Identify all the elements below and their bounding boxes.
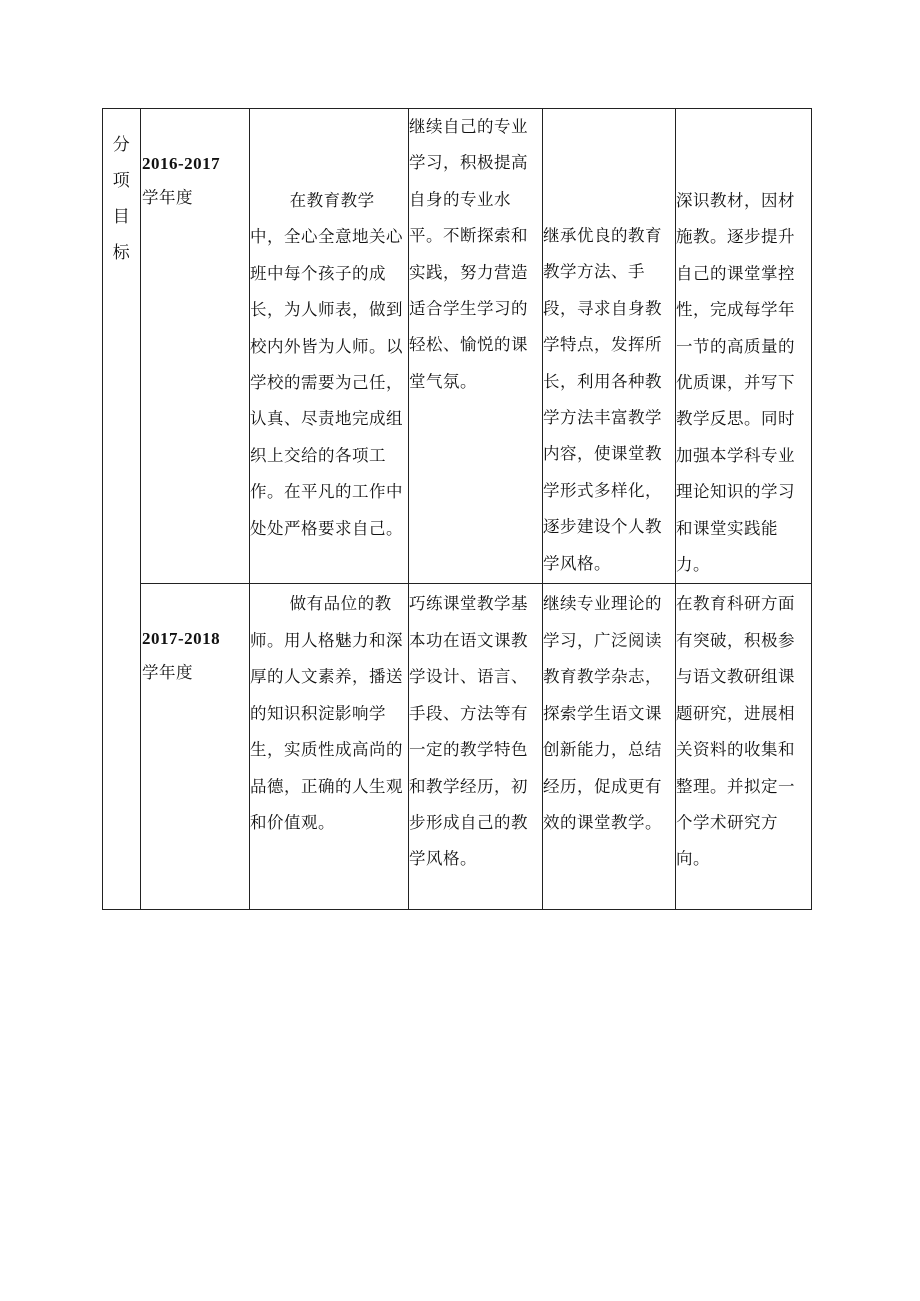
year-unit: 学年度 bbox=[142, 188, 193, 207]
study-goal-text: 继续自己的专业学习，积极提高自身的专业水平。不断探索和实践，努力营造适合学生学习的轻松、愉悦的课堂气氛。 bbox=[409, 117, 528, 391]
study-goal-cell bbox=[409, 584, 543, 910]
study-goal-text: 巧练课堂教学基本功在语文课教学设计、语言、手段、方法等有一定的教学特色和教学经历，初步形成自己的教学风格。 bbox=[409, 594, 528, 869]
year-cell bbox=[141, 109, 250, 584]
plan-table bbox=[102, 108, 812, 910]
year-cell bbox=[141, 584, 250, 910]
section-label-char: 标 bbox=[112, 243, 131, 263]
year-number: 2016-2017 bbox=[142, 154, 221, 173]
ethics-goal-cell bbox=[250, 584, 409, 910]
table-row bbox=[103, 584, 812, 910]
section-label-char: 项 bbox=[112, 171, 131, 191]
research-goal-cell bbox=[676, 584, 812, 910]
year-number: 2017-2018 bbox=[142, 629, 221, 649]
research-goal-text: 深识教材，因材施教。逐步提升自己的课堂掌控性，完成每学年一节的高质量的优质课，并写下教学反思。同时加强本学科专业理论知识的学习和课堂实践能力。 bbox=[676, 191, 795, 575]
section-label-char: 目 bbox=[112, 207, 131, 227]
study-goal-cell bbox=[409, 109, 543, 584]
method-goal-text: 继续专业理论的学习，广泛阅读教育教学杂志，探索学生语文课创新能力，总结经历，促成更有效的课堂教学。 bbox=[543, 594, 662, 832]
ethics-goal-text: 在教育教学中，全心全意地关心班中每个孩子的成长，为人师表，做到校内外皆为人师。以学校的需要为己任，认真、尽责地完成组织上交给的各项工作。在平凡的工作中处处严格要求自己。 bbox=[250, 191, 403, 538]
ethics-goal-cell bbox=[250, 109, 409, 584]
year-unit: 学年度 bbox=[142, 663, 193, 683]
method-goal-cell bbox=[543, 584, 676, 910]
method-goal-cell bbox=[543, 109, 676, 584]
research-goal-cell bbox=[676, 109, 812, 584]
section-label-char: 分 bbox=[112, 135, 131, 155]
section-label-cell bbox=[103, 109, 141, 910]
method-goal-text: 继承优良的教育教学方法、手段，寻求自身教学特点，发挥所长，利用各种教学方法丰富教学内容，使课堂教学形式多样化，逐步建设个人教学风格。 bbox=[543, 226, 662, 573]
table-row bbox=[103, 109, 812, 584]
ethics-goal-text: 做有品位的教师。用人格魅力和深厚的人文素养，播送的知识积淀影响学生，实质性成高尚的品德，正确的人生观和价值观。 bbox=[250, 594, 403, 832]
research-goal-text: 在教育科研方面有突破，积极参与语文教研组课题研究，进展相关资料的收集和整理。并拟定一个学术研究方向。 bbox=[676, 594, 795, 869]
